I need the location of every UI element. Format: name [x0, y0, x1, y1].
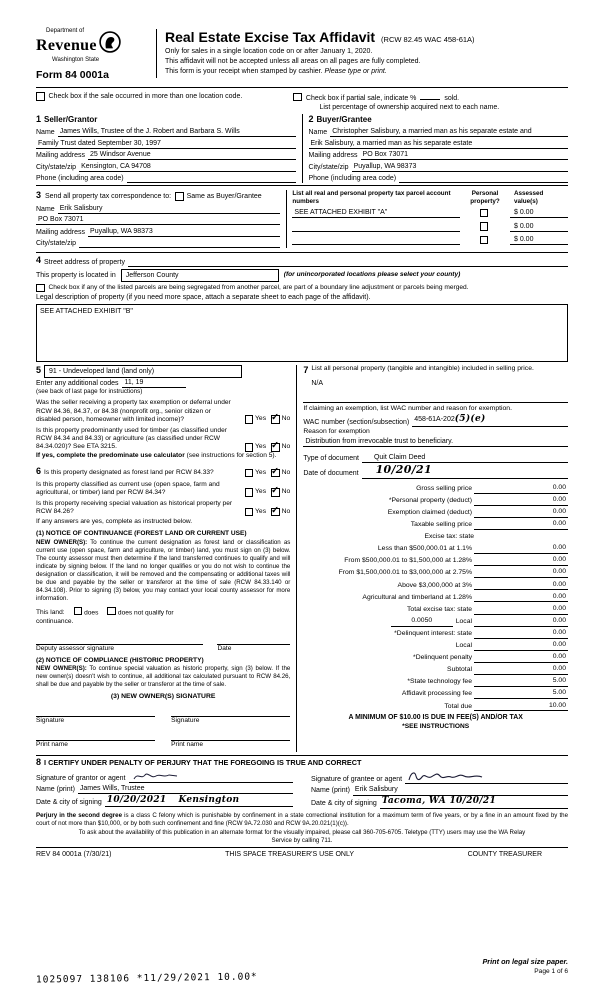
grantee-date-input[interactable]: Tacoma, WA 10/20/21 — [380, 796, 568, 809]
land-use-code-select[interactable]: 91 - Undeveloped land (land only) — [44, 365, 242, 378]
print-name-label: Print name — [171, 740, 204, 748]
see-instructions-note: *SEE INSTRUCTIONS — [402, 723, 470, 731]
leader-line — [474, 516, 530, 518]
form-header — [36, 28, 568, 83]
type-or-print-note: Please type or print. — [324, 68, 387, 76]
doc-date-input[interactable]: 10/20/21 — [362, 463, 568, 478]
county-note: (for unincorporated locations please select your county) — [283, 271, 461, 279]
tax-line-label: From $1,500,000.01 to $3,000,000 at 2.75% — [338, 569, 472, 577]
tax-line-label: Above $3,000,000 at 3% — [397, 581, 472, 589]
dor-logo-icon — [99, 31, 121, 56]
correspondence-csz-label: City/state/zip — [36, 240, 77, 247]
tax-line-value[interactable]: 0.00 — [530, 496, 568, 506]
deputy-signature-row — [36, 635, 290, 645]
no-label: No — [281, 468, 291, 476]
leader-line — [474, 649, 530, 651]
partial-sale-label: Check box if partial sale, indicate % — [305, 95, 417, 103]
legal-description-value: SEE ATTACHED EXHIBIT "B" — [40, 307, 133, 315]
signature-label: Signature — [171, 717, 200, 725]
leader-line — [474, 709, 530, 711]
section1-title: Seller/Grantor — [44, 115, 98, 125]
leader-line — [474, 504, 530, 506]
land-does-not-checkbox[interactable] — [107, 607, 116, 616]
grantee-date-label: Date & city of signing — [311, 800, 377, 808]
tax-line-label: Subtotal — [447, 666, 472, 674]
tax-line-label: Gross selling price — [416, 484, 472, 492]
personal-property-label: List all personal property (tangible and intangible) included in selling price. — [311, 364, 534, 372]
tax-line-label: Local — [455, 617, 472, 625]
buyer-name-label: Name — [308, 129, 328, 137]
same-as-buyer-label: Same as Buyer/Grantee — [186, 192, 262, 200]
section4-number: 4 — [36, 255, 42, 266]
located-in-label: This property is located in — [36, 271, 116, 279]
grantee-signature-mark — [407, 769, 485, 783]
header-note-3-text: This form is your receipt when stamped by cashier. — [165, 68, 325, 76]
additional-codes-label: Enter any additional codes — [36, 380, 119, 388]
parcel-row — [292, 218, 568, 232]
tax-line-value[interactable]: 0.00 — [530, 617, 568, 627]
personal-property-checkbox[interactable] — [480, 222, 489, 231]
tax-line-label: Total due — [444, 702, 472, 710]
leader-line — [474, 552, 530, 554]
form-number: Form 84 0001a — [36, 69, 109, 82]
excise-tax-state-header: Excise tax: state — [424, 533, 474, 541]
land-qualify-row — [36, 607, 290, 618]
tax-line-value[interactable]: 0.00 — [530, 544, 568, 554]
seller-name-input-line2[interactable]: Family Trust dated September 30, 1997 — [36, 139, 296, 149]
leader-line — [474, 588, 530, 590]
buyer-section — [302, 114, 569, 183]
leader-line — [474, 625, 530, 627]
section3-number: 3 — [36, 190, 42, 201]
new-owner-printname-line[interactable] — [36, 729, 155, 741]
grantor-signing-block — [36, 769, 293, 809]
new-owner-signature-grid — [36, 705, 290, 752]
notice-compliance-body: NEW OWNER(S): To continue special valuation as historic property, sign (3) below. If the new owner(s) doesn't wish to continue, all additional tax calculated pursuant to RCW 84.26, shall be due and payable by the seller or transferor at the time of sale. — [36, 665, 291, 689]
wac-number-input[interactable] — [412, 414, 568, 427]
footer-row — [36, 847, 568, 859]
tax-line-value[interactable]: 0.00 — [530, 508, 568, 518]
print-name-label: Print name — [36, 740, 68, 748]
perjury-lead: Perjury in the second degree — [36, 811, 122, 819]
multi-location-checkbox[interactable] — [36, 92, 45, 101]
tax-line-label: *State technology fee — [407, 678, 472, 686]
additional-codes-input[interactable]: 11, 19 — [122, 378, 186, 388]
tax-line-value[interactable]: 0.00 — [530, 665, 568, 675]
left-column — [36, 365, 296, 753]
grantor-signature-line[interactable] — [129, 770, 293, 783]
leader-line — [474, 685, 530, 687]
new-owners-lead: NEW OWNER(S): — [36, 665, 87, 673]
washington-state-label: Washington State — [52, 56, 100, 63]
legal-description-input[interactable] — [36, 304, 568, 362]
wac-number-label: WAC number (section/subsection) — [303, 418, 410, 426]
buyer-name-input[interactable]: Christopher Salisbury, a married man as his separate estate and — [330, 127, 568, 137]
tax-line-value[interactable]: 0.00 — [530, 593, 568, 603]
partial-sale-sold-label: sold. — [444, 95, 460, 103]
s6-q2-no-checkbox[interactable] — [271, 488, 280, 497]
page-number: Page 1 of 6 — [534, 968, 568, 976]
section2-number: 2 — [308, 114, 314, 125]
signature-label: Signature — [36, 717, 65, 725]
deputy-date-line[interactable] — [217, 635, 290, 645]
historic-property-question: Is this property receiving special valuation as historical property per RCW 84.26? — [36, 499, 233, 516]
no-label: No — [281, 507, 291, 515]
tax-line-label: *Delinquent penalty — [413, 654, 472, 662]
tax-computation — [303, 482, 568, 712]
dor-brand — [36, 28, 156, 83]
parcel-table — [286, 190, 568, 248]
personal-property-header: Personal property? — [470, 190, 500, 205]
rev-number: REV 84 0001a (7/30/21) — [36, 850, 112, 858]
section6 — [36, 466, 290, 752]
tax-line-label: Exemption claimed (deduct) — [387, 509, 472, 516]
tax-line-value[interactable]: 0.00 — [530, 641, 568, 651]
parcel-number-input[interactable]: SEE ATTACHED EXHIBIT "A" — [292, 208, 460, 218]
leader-line — [474, 613, 530, 615]
yes-label: Yes — [255, 488, 267, 496]
buyer-phone-input[interactable] — [399, 174, 568, 183]
deputy-date-label: Date — [217, 645, 232, 653]
buyer-phone-label: Phone (including area code) — [308, 175, 397, 183]
seller-csz-input[interactable]: Kensington, CA 94708 — [79, 162, 295, 172]
s6-q1-yes-checkbox[interactable] — [245, 469, 254, 478]
leader-line — [474, 564, 530, 566]
s5-q2-yes-checkbox[interactable] — [245, 443, 254, 452]
seller-phone-input[interactable] — [127, 174, 296, 183]
tax-line-label: Less than $500,000.01 at 1.1% — [377, 545, 472, 553]
does-label: does — [84, 609, 99, 617]
header-note-3 — [165, 67, 475, 76]
certify-statement: I CERTIFY UNDER PENALTY OF PERJURY THAT THE FOREGOING IS TRUE AND CORRECT — [44, 758, 362, 768]
timber-agriculture-question: Is this property predominantly used for timber (as classified under RCW 84.34 and 84.33) or agriculture (as classified under RCW 84.34.020)? See ETA 3215. — [36, 427, 227, 451]
reason-exemption-input[interactable]: Distribution from irrevocable trust to beneficiary. — [303, 437, 568, 447]
land-does-checkbox[interactable] — [74, 607, 83, 616]
wac-number-typed: 458-61A-202 — [414, 416, 455, 424]
leader-line — [474, 697, 530, 699]
assessed-value-input[interactable]: $ 0.00 — [510, 222, 568, 232]
current-use-question: Is this property classified as current use (open space, farm and agricultural, or timber) land per RCW 84.34? — [36, 480, 220, 496]
section2-rule — [36, 185, 568, 186]
yes-label: Yes — [255, 468, 267, 476]
street-address-input[interactable] — [128, 258, 568, 267]
doc-date-label: Date of document — [303, 470, 359, 478]
leader-line — [474, 576, 530, 578]
correspondence-name-input[interactable]: Erik Salisbury — [58, 204, 281, 214]
leader-line — [474, 600, 530, 602]
grantor-signature-label: Signature of grantor or agent — [36, 774, 126, 782]
tax-line-value[interactable]: 0.00 — [530, 581, 568, 591]
s6-q3-no-checkbox[interactable] — [271, 508, 280, 517]
tax-line-value[interactable]: 10.00 — [530, 702, 568, 712]
partial-sale-percent-input[interactable] — [420, 92, 440, 100]
new-owner-signature-line[interactable] — [36, 705, 155, 717]
leader-line — [474, 637, 530, 639]
tax-line-label: Agricultural and timberland at 1.28% — [362, 593, 472, 601]
treasurer-space-label: THIS SPACE TREASURER'S USE ONLY — [225, 850, 354, 858]
certification-section — [36, 755, 568, 808]
leader-line — [474, 661, 530, 663]
section7 — [296, 365, 568, 753]
notice-continuance-body: NEW OWNER(S): To continue the current designation as forest land or classification as current use (open space, farm and agriculture, or timber) land, you must sign on (3) below. The county assessor must then determine if the land transferred continues to qualify and will indicate by signing below. If the land no longer qualifies or you do not wish to continue the designation or classification, it will be removed and the compensating or additional taxes will be due and payable by the seller or transferor at the time of sale (RCW 84.33.140 or 84.34.108). Prior to signing (3) below, you may contact your local county assessor for more information. — [36, 538, 291, 602]
seller-csz-label: City/state/zip — [36, 163, 77, 171]
correspondence-section — [36, 188, 568, 250]
parcel-numbers-header: List all real and personal property tax parcel account numbers — [292, 190, 451, 205]
tax-line-value[interactable]: 0.00 — [530, 520, 568, 530]
property-section — [36, 255, 568, 361]
correspondence-mailing-label: Mailing address — [36, 228, 86, 236]
seller-phone-label: Phone (including area code) — [36, 175, 124, 183]
new-owners-lead: NEW OWNER(S): — [36, 538, 88, 546]
assessed-value-input[interactable]: $ 0.00 — [510, 208, 568, 218]
header-note-1: Only for sales in a single location code on or after January 1, 2020. — [165, 48, 373, 56]
tax-line-value[interactable]: 5.00 — [530, 689, 568, 699]
tax-line-label: From $500,000.01 to $1,500,000 at 1.28% — [344, 557, 472, 565]
seller-name-label: Name — [36, 129, 55, 137]
correspondence-address-line[interactable]: PO Box 73071 — [36, 215, 280, 225]
additional-codes-note: (see back of last page for instructions) — [36, 388, 143, 396]
section8-number: 8 — [36, 757, 42, 768]
leader-line — [474, 528, 530, 530]
grantor-date-input[interactable] — [105, 795, 293, 808]
tax-line-value[interactable]: 0.00 — [530, 605, 568, 615]
tax-line-value[interactable]: 0.00 — [530, 568, 568, 578]
deputy-signature-line[interactable] — [36, 635, 203, 645]
deputy-signature-label: Deputy assessor signature — [36, 645, 115, 653]
leader-line — [474, 673, 530, 675]
buyer-csz-label: City/state/zip — [308, 163, 349, 171]
grantor-signature-mark — [131, 770, 181, 782]
doc-type-input[interactable]: Quit Claim Deed — [362, 453, 568, 463]
s6-q1-no-checkbox[interactable] — [271, 469, 280, 478]
doc-type-label: Type of document — [303, 455, 359, 463]
personal-property-checkbox[interactable] — [480, 209, 489, 218]
parcel-row — [292, 205, 568, 219]
section6-number: 6 — [36, 466, 42, 477]
same-as-buyer-checkbox[interactable] — [175, 192, 184, 201]
tax-line-label: Taxable selling price — [410, 521, 472, 529]
notice-compliance-title: (2) NOTICE OF COMPLIANCE (HISTORIC PROPERTY) — [36, 656, 204, 664]
minimum-due-note: A MINIMUM OF $10.00 IS DUE IN FEE(S) AND/OR TAX — [348, 714, 523, 722]
form-title-code: (RCW 82.45 WAC 458-61A) — [381, 35, 475, 44]
revenue-wordmark: Revenue — [36, 36, 97, 54]
if-any-yes-note: If any answers are yes, complete as instructed below. — [36, 518, 193, 526]
section3-rule — [36, 252, 568, 253]
correspondence-csz-input[interactable] — [79, 239, 280, 248]
leader-line — [474, 492, 530, 494]
department-of-label: Department of — [46, 28, 85, 34]
no-label: No — [281, 415, 291, 423]
exemption-note: If claiming an exemption, list WAC number and reason for exemption. — [303, 405, 512, 413]
print-legal-note: Print on legal size paper. — [482, 956, 568, 966]
perjury-body: is a class C felony which is punishable by confinement in a state correctional institution for a maximum term of five years, or by a fine in an amount fixed by the court of not more than $10,000, or by both such confinement and fine (RCW 9A.72.030 and RCW 9A.20.021(1)(c)). — [36, 811, 568, 827]
if-yes-note-rest: (see instructions for section 5). — [184, 451, 277, 459]
yes-label: Yes — [255, 415, 267, 423]
buyer-mailing-input[interactable]: PO Box 73071 — [361, 150, 568, 160]
grantor-date-handwritten: 10/20/2021 — [106, 794, 167, 805]
correspondence-mailing-input[interactable]: Puyallup, WA 98373 — [88, 227, 280, 237]
wac-number-handwritten: (5)(e) — [454, 414, 486, 425]
new-owner-signature-line[interactable] — [171, 705, 290, 717]
tax-line-value[interactable]: 0.00 — [530, 556, 568, 566]
new-owner-signature-title: (3) NEW OWNER(S) SIGNATURE — [110, 693, 216, 701]
yes-label: Yes — [255, 442, 267, 450]
legal-description-label: Legal description of property (if you need more space, attach a separate sheet to each page of the affidavit). — [36, 294, 371, 302]
middle-columns — [36, 365, 568, 753]
personal-property-checkbox[interactable] — [480, 236, 489, 245]
assessed-value-header: Assessed value(s) — [514, 190, 544, 205]
treasurer-blank-space — [36, 859, 568, 957]
new-owner-printname-line[interactable] — [171, 729, 290, 741]
yes-label: Yes — [255, 507, 267, 515]
tax-line-value[interactable]: 0.00 — [530, 484, 568, 494]
alternate-format-note: To ask about the availability of this publication in an alternate format for the visually impaired, please call 360-705-6705. Teletype (TTY) users may use the WA Relay Service by calling 711. — [78, 828, 526, 844]
no-label: No — [281, 488, 291, 496]
buyer-mailing-label: Mailing address — [308, 152, 358, 160]
no-label: No — [281, 442, 291, 450]
tax-line-label: *Delinquent interest: state — [394, 629, 472, 637]
seller-exemption-question: Was the seller receiving a property tax exemption or deferral under RCW 84.36, 84.37, or 84.38 (nonprofit org., senior citizen or disabled person, homeowner with limited income)? — [36, 399, 231, 423]
if-yes-note-bold: If yes, complete the predominate use calculator — [36, 451, 185, 459]
tax-line-value[interactable]: 5.00 — [530, 677, 568, 687]
county-treasurer-label: COUNTY TREASURER — [467, 850, 542, 858]
buyer-name-input-line2[interactable]: Erik Salisbury, a married man as his separate estate — [309, 139, 569, 149]
seller-name-input[interactable]: James Wills, Trustee of the J. Robert and Barbara S. Wills — [58, 127, 296, 137]
header-note-2: This affidavit will not be accepted unless all areas on all pages are fully completed. — [165, 58, 421, 66]
notice-continuance-title: (1) NOTICE OF CONTINUANCE (FOREST LAND OR CURRENT USE) — [36, 530, 247, 538]
seller-mailing-input[interactable]: 25 Windsor Avenue — [88, 150, 295, 160]
grantor-name-input[interactable]: James Wills, Trustee — [78, 784, 293, 794]
s6-q2-yes-checkbox[interactable] — [245, 488, 254, 497]
correspondence-intro-label: Send all property tax correspondence to: — [45, 192, 172, 200]
tax-line-label: *Personal property (deduct) — [388, 496, 472, 504]
title-block — [165, 28, 475, 83]
grantee-name-input[interactable]: Erik Salisbury — [353, 785, 568, 795]
reason-exemption-label: Reason for exemption — [303, 427, 370, 435]
partial-sale-checkbox[interactable] — [293, 93, 302, 102]
assessed-value-input[interactable]: $ 0.00 — [510, 235, 568, 245]
segregated-label: Check box if any of the listed parcels are being segregated from another parcel, are part of a boundary line adjustment or parcels being merged. — [48, 283, 469, 291]
header-divider — [156, 29, 157, 78]
ownership-percentage-note: List percentage of ownership acquired next to each name. — [319, 104, 500, 112]
perjury-statement — [36, 812, 568, 828]
s5-q2-no-checkbox[interactable] — [271, 443, 280, 452]
tax-line-value[interactable]: 0.00 — [530, 629, 568, 639]
street-address-label: Street address of property — [44, 258, 125, 266]
local-rate-input[interactable]: 0.0050 — [391, 617, 453, 627]
parties-sections — [36, 114, 568, 183]
forest-land-question: 6 Is this property designated as forest land per RCW 84.33? — [36, 466, 214, 477]
grantor-date-label: Date & city of signing — [36, 799, 102, 807]
header-rule — [36, 87, 568, 88]
does-not-label: does not qualify for — [117, 609, 174, 617]
form-title: Real Estate Excise Tax Affidavit — [165, 29, 376, 45]
multi-location-label: Check box if the sale occurred in more than one location code. — [48, 93, 243, 101]
s5-q1-yes-checkbox[interactable] — [245, 415, 254, 424]
county-select[interactable]: Jefferson County — [121, 269, 279, 282]
section2-title: Buyer/Grantee — [316, 115, 372, 125]
top-checkboxes — [36, 92, 568, 112]
personal-property-input[interactable]: N/A — [311, 380, 323, 388]
correspondence-name-label: Name — [36, 205, 55, 213]
section1-number: 1 — [36, 114, 42, 125]
grantee-signature-line[interactable] — [405, 769, 568, 784]
section5 — [36, 365, 290, 461]
grantee-signing-block — [311, 769, 568, 809]
tax-line-label: Affidavit processing fee — [401, 690, 472, 698]
tax-line-label: Local — [455, 642, 472, 650]
grantor-name-label: Name (print) — [36, 786, 75, 794]
continuance-label: continuance. — [36, 617, 74, 625]
parcel-row — [292, 232, 568, 246]
section5-number: 5 — [36, 365, 42, 376]
exemption-rule — [303, 402, 568, 403]
parcel-number-input[interactable] — [292, 231, 460, 232]
parcel-number-input[interactable] — [292, 244, 460, 245]
grantee-signature-label: Signature of grantee or agent — [311, 775, 403, 783]
seller-section — [36, 114, 302, 183]
grantor-city-handwritten: Kensington — [178, 794, 240, 805]
section7-number: 7 — [303, 364, 309, 375]
s6-q3-yes-checkbox[interactable] — [245, 508, 254, 517]
tax-line-label: Total excise tax: state — [407, 605, 472, 613]
bottom-row — [36, 957, 568, 985]
this-land-label: This land: — [36, 609, 65, 617]
buyer-csz-input[interactable]: Puyallup, WA 98373 — [352, 162, 568, 172]
grantee-name-label: Name (print) — [311, 787, 350, 795]
cashier-stamp: 1025097 138106 *11/29/2021 10.00* — [35, 971, 258, 986]
seller-mailing-label: Mailing address — [36, 152, 86, 160]
s5-q1-no-checkbox[interactable] — [271, 415, 280, 424]
tax-line-value[interactable]: 0.00 — [530, 653, 568, 663]
segregated-checkbox[interactable] — [36, 284, 45, 293]
